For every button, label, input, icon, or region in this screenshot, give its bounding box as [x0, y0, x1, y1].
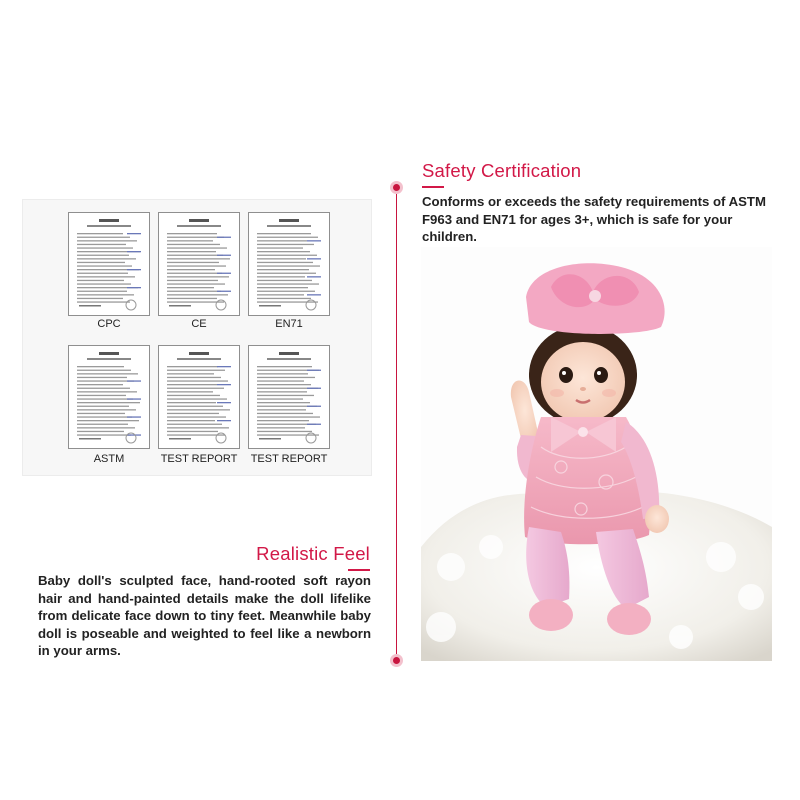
- certificate-page-icon: [249, 346, 329, 448]
- certificate-label: CPC: [97, 318, 121, 330]
- certificate-en71[interactable]: [248, 212, 330, 316]
- certificate-test-report-1[interactable]: [158, 345, 240, 449]
- doll-foot-left: [529, 599, 573, 631]
- certificates-panel: [22, 199, 372, 476]
- certificate-cpc[interactable]: [68, 212, 150, 316]
- realistic-title-underline: [348, 569, 370, 571]
- timeline-dot-top: [390, 181, 403, 194]
- certificate-label: TEST REPORT: [250, 453, 328, 465]
- certificate-astm[interactable]: [68, 345, 150, 449]
- realistic-title: Realistic Feel: [256, 543, 370, 564]
- safety-description: Conforms or exceeds the safety requirements of ASTM F963 and EN71 for ages 3+, which is safe for your children.: [422, 194, 766, 245]
- realistic-description: Baby doll's sculpted face, hand-rooted soft rayon hair and hand-painted details make the doll lifelike from delicate face down to tiny feet. Meanwhile baby doll is poseable and weighted to feel like a newborn in your arms.: [38, 573, 371, 659]
- certificate-page-icon: [69, 346, 149, 448]
- certificate-page-icon: [69, 213, 149, 315]
- doll-illustration: [421, 247, 772, 661]
- certificate-label: CE: [191, 318, 207, 330]
- certificate-page-icon: [249, 213, 329, 315]
- certificate-page-icon: [159, 213, 239, 315]
- doll-face: [541, 342, 625, 422]
- certificate-label: TEST REPORT: [160, 453, 238, 465]
- timeline-line: [396, 187, 397, 661]
- certificate-test-report-2[interactable]: [248, 345, 330, 449]
- safety-title: Safety Certification: [422, 160, 582, 181]
- certificate-ce[interactable]: [158, 212, 240, 316]
- doll-photo: [421, 247, 772, 661]
- certificate-label: EN71: [275, 318, 303, 330]
- safety-title-underline: [422, 186, 444, 188]
- timeline-dot-bottom: [390, 654, 403, 667]
- doll-foot-right: [607, 603, 651, 635]
- certificate-label: ASTM: [93, 453, 125, 465]
- certificate-page-icon: [159, 346, 239, 448]
